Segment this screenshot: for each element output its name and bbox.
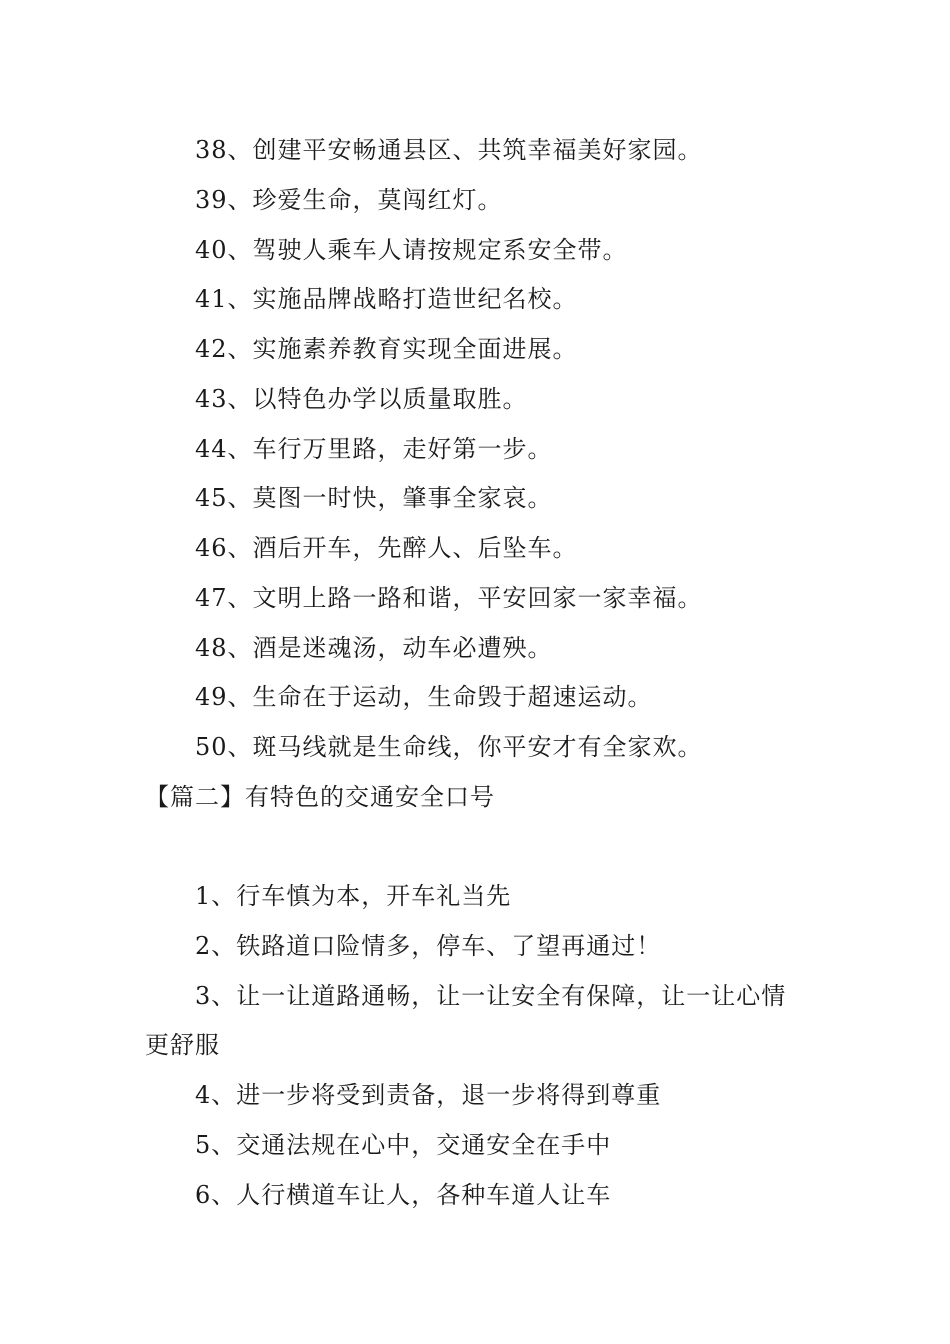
slogan-43: 43、以特色办学以质量取胜。 xyxy=(195,385,528,413)
slogan-2-3: 3、让一让道路通畅，让一让安全有保障，让一让心情 xyxy=(195,982,787,1010)
slogan-46: 46、酒后开车，先醉人、后坠车。 xyxy=(195,534,578,562)
slogan-44: 44、车行万里路，走好第一步。 xyxy=(195,435,553,463)
slogan-42: 42、实施素养教育实现全面进展。 xyxy=(195,335,578,363)
slogan-38: 38、创建平安畅通县区、共筑幸福美好家园。 xyxy=(195,136,703,164)
slogan-2-5: 5、交通法规在心中，交通安全在手中 xyxy=(195,1131,612,1159)
slogan-2-1: 1、行车慎为本，开车礼当先 xyxy=(195,882,512,910)
slogan-45: 45、莫图一时快，肇事全家哀。 xyxy=(195,484,553,512)
slogan-2-4: 4、进一步将受到责备，退一步将得到尊重 xyxy=(195,1081,662,1109)
slogan-40: 40、驾驶人乘车人请按规定系安全带。 xyxy=(195,236,628,264)
slogan-48: 48、酒是迷魂汤，动车必遭殃。 xyxy=(195,634,553,662)
slogan-39: 39、珍爱生命，莫闯红灯。 xyxy=(195,186,503,214)
slogan-47: 47、文明上路一路和谐，平安回家一家幸福。 xyxy=(195,584,703,612)
slogan-2-2: 2、铁路道口险情多，停车、了望再通过！ xyxy=(195,932,662,960)
slogan-2-6: 6、人行横道车让人，各种车道人让车 xyxy=(195,1181,612,1209)
slogan-49: 49、生命在于运动，生命毁于超速运动。 xyxy=(195,683,653,711)
slogan-50: 50、斑马线就是生命线，你平安才有全家欢。 xyxy=(195,733,703,761)
section-title: 【篇二】有特色的交通安全口号 xyxy=(145,783,495,811)
slogan-2-3-continuation: 更舒服 xyxy=(145,1031,220,1059)
slogan-41: 41、实施品牌战略打造世纪名校。 xyxy=(195,285,578,313)
